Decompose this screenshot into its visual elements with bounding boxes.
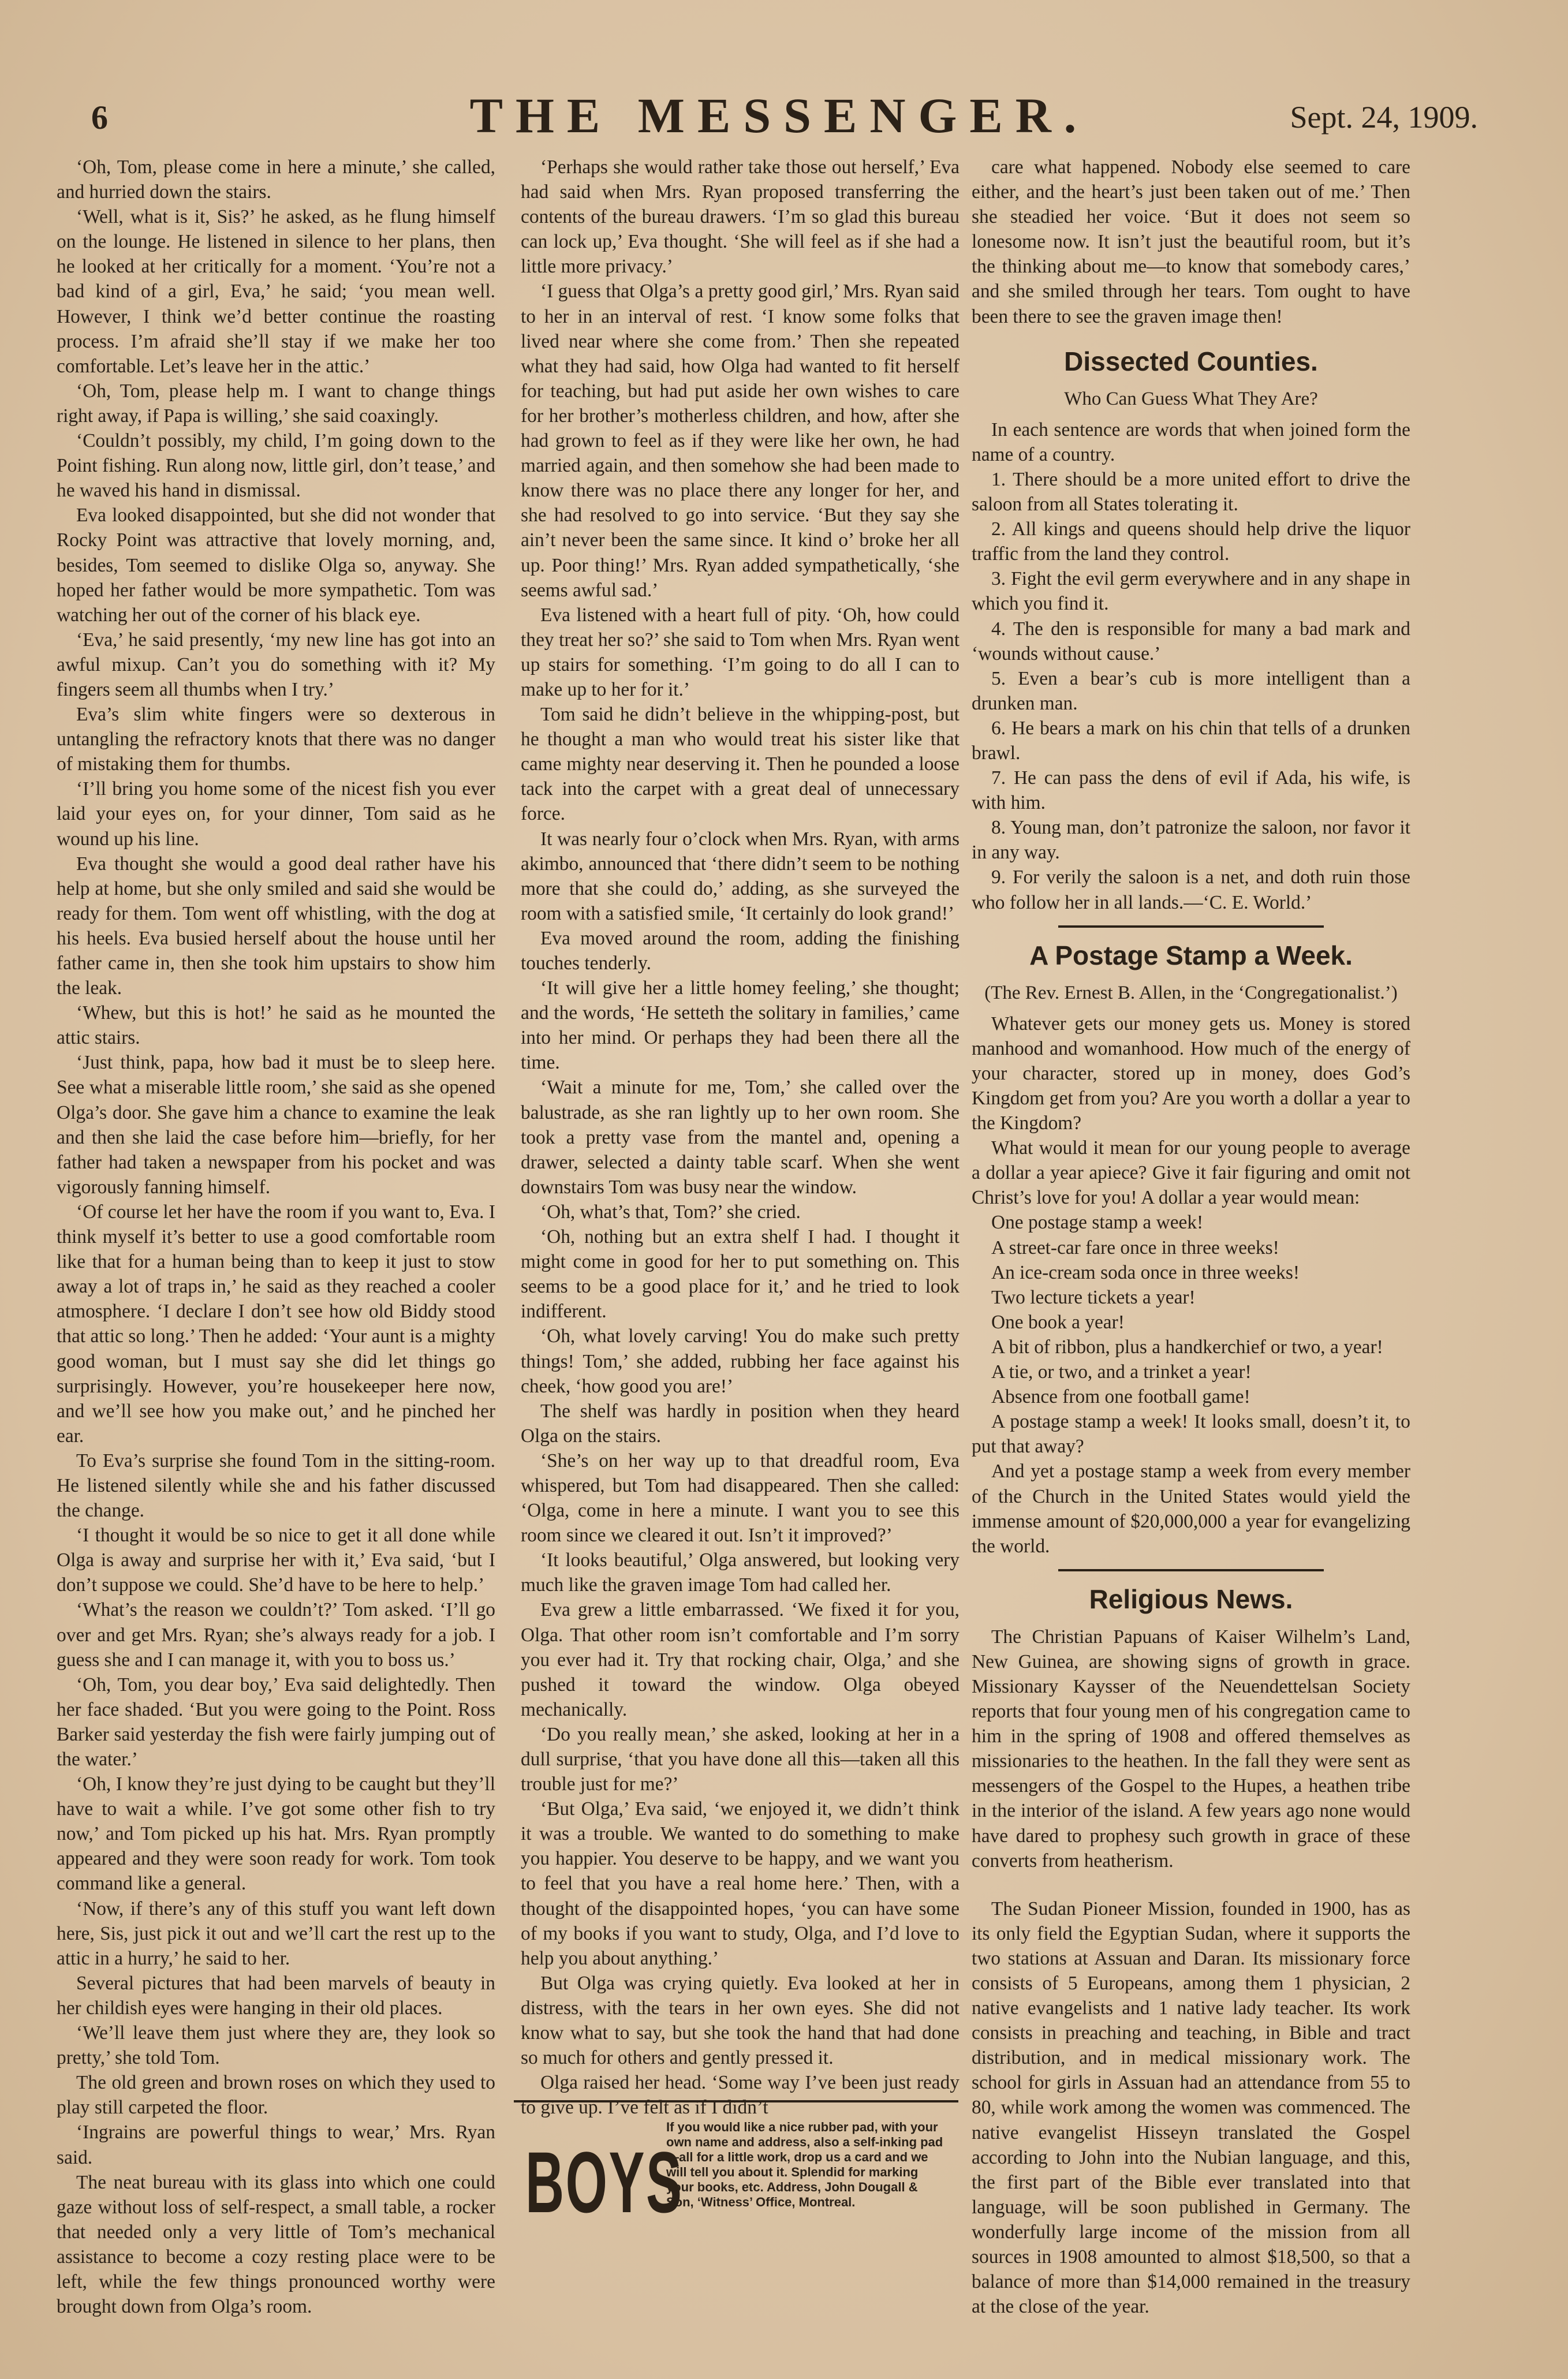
dollar-list-line: One book a year! (991, 1311, 1125, 1333)
issue-date: Sept. 24, 1909. (1290, 100, 1478, 135)
dollar-list-line: A tie, or two, and a trinket a year! (991, 1361, 1252, 1383)
puzzle-item: 8. Young man, don’t patronize the saloon, nor favor it in any way. (972, 817, 1410, 864)
story-paragraph: ‘She’s on her way up to that dreadful room, Eva whispered, but Tom had disappeared. Then she called: ‘Olga, come in here a minute. I want you to see this room since we cleared it out. Isn’t it improved?’ (521, 1450, 960, 1547)
dollar-list-line: One postage stamp a week! (991, 1212, 1204, 1234)
story-paragraph: ‘Ingrains are powerful things to wear,’ Mrs. Ryan said. (57, 2122, 495, 2168)
news-paragraph: The Christian Papuans of Kaiser Wilhelm’s Land, New Guinea, are showing signs of growth in grace. Missionary Kaysser of the Neuendettelsan Society reports that four young men of his congregation came to him in the spring of 1908 and offered themselves as missionaries to the heathen. In the fall they were sent as messengers of the Gospel to the Hupes, a heathen tribe in the interior of the island. A few years ago none would have dared to prophesy such growth in grace of these converts from heatherism. (972, 1626, 1410, 1872)
dollar-list-line: A postage stamp a week! It looks small, doesn’t it, to put that away? (972, 1411, 1410, 1458)
story-paragraph: care what happened. Nobody else seemed to care either, and the heart’s just been taken out of me.’ Then she steadied her voice. ‘But it does not seem so lonesome now. It isn’t just the beautiful room, but it’s the thinking about me—to know that somebody cares,’ and she smiled through her tears. Tom ought to have been there to see the graven image then! (972, 156, 1410, 327)
story-paragraph: ‘Oh, what lovely carving! You do make such pretty things! Tom,’ she added, rubbing her face against his cheek, ‘how good you are!’ (521, 1325, 960, 1397)
story-paragraph: It was nearly four o’clock when Mrs. Ryan, with arms akimbo, announced that ‘there didn’t seem to be nothing more that she could do,’ adding, as she surveyed the room with a satisfied smile, ‘It certainly do look grand!’ (521, 828, 960, 924)
story-paragraph: ‘But Olga,’ Eva said, ‘we enjoyed it, we didn’t think it was a trouble. We wanted to do something to make you happier. You deserve to be happy, and we want you to feel that you have a real home here.’ Then, with a thought of the disappointed hopes, ‘you can have some of my books if you want to study, Olga, and I’d love to help you about anything.’ (521, 1798, 960, 1969)
story-paragraph: Eva’s slim white fingers were so dexterous in untangling the refractory knots that there was no danger of mistaking them for thumbs. (57, 704, 495, 775)
story-paragraph: To Eva’s surprise she found Tom in the sitting-room. He listened silently while she and his father discussed the change. (57, 1450, 495, 1522)
dollar-list-line: An ice-cream soda once in three weeks! (991, 1261, 1300, 1283)
story-paragraph: ‘Wait a minute for me, Tom,’ she called over the balustrade, as she ran lightly up to her own room. She took a pretty vase from the mantel and, opening a drawer, selected a dainty table scarf. When she went downstairs Tom was busy near the window. (521, 1077, 960, 1198)
story-paragraph: ‘Oh, nothing but an extra shelf I had. I thought it might come in good for her to put something on. This seems to be a good place for it,’ and he tried to look indifferent. (521, 1226, 960, 1323)
column-3 (972, 155, 1410, 2319)
news-paragraph: The Sudan Pioneer Mission, founded in 1900, has as its only field the Egyptian Sudan, where it supports the two stations at Assuan and Daran. Its missionary force consists of 5 Europeans, among them 1 physician, 2 native evangelists and 1 native lady teacher. Its work consists in preaching and teaching, in Bible and tract distribution, and in medical missionary work. The school for girls in Assuan had an attendance from 55 to 80, while work among the women was commenced. The native evangelist Hisseyn translated the Gospel according to John into the Nubian language, and this, the first part of the Bible ever translated into that language, will be soon published in Germany. The wonderfully large income of the mission from all sources in 1908 amounted to almost $18,500, so that a balance of more than $14,000 remained in the treasury at the close of the year. (972, 1898, 1410, 2318)
story-paragraph: Several pictures that had been marvels of beauty in her childish eyes were hanging in their old places. (57, 1972, 495, 2019)
puzzle-item: 3. Fight the evil germ everywhere and in any shape in which you find it. (972, 568, 1410, 615)
story-paragraph: Eva looked disappointed, but she did not wonder that Rocky Point was attractive that lovely morning, and, besides, Tom seemed to dislike Olga so, anyway. She hoped her father would be more sympathetic. Tom was watching her out of the corner of his black eye. (57, 505, 495, 626)
section-divider (1058, 925, 1324, 928)
postage-stamp-heading: A Postage Stamp a Week. (1029, 940, 1353, 970)
story-paragraph: But Olga was crying quietly. Eva looked at her in distress, with the tears in her own eyes. She did not know what to say, but she took the hand that had done so much for others and gently pressed it. (521, 1972, 960, 2069)
story-paragraph: Olga raised her head. ‘Some way I’ve been just ready to give up. I’ve felt as if I didn’t (521, 2072, 960, 2119)
boys-advertisement (514, 2100, 958, 2276)
puzzle-item: 7. He can pass the dens of evil if Ada, his wife, is with him. (972, 767, 1410, 814)
story-paragraph: Eva grew a little embarrassed. ‘We fixed it for you, Olga. That other room isn’t comfortable and I’m sorry you ever had it. Try that rocking chair, Olga,’ and she pushed it toward the window. Olga obeyed mechanically. (521, 1599, 960, 1720)
puzzle-item: 2. All kings and queens should help drive the liquor traffic from the land they control. (972, 518, 1410, 565)
column-2-story (521, 155, 960, 2120)
story-paragraph: ‘Of course let her have the room if you want to, Eva. I think myself it’s better to use a good comfortable room like that for a human being than to keep it just to stow away a lot of traps in,’ he said as they reached a cooler atmosphere. ‘I declare I don’t see how old Biddy stood that attic so long.’ Then he added: ‘Your aunt is a mighty good woman, but I must say she did let things go surprisingly. However, you’re housekeeper here now, and we’ll see how you make out,’ and he pinched her ear. (57, 1201, 495, 1447)
story-paragraph: ‘Oh, I know they’re just dying to be caught but they’ll have to wait a while. I’ve got some other fish to try now,’ and Tom picked up his hat. Mrs. Ryan promptly appeared and they were soon ready for work. Tom took command like a general. (57, 1773, 495, 1895)
story-paragraph: ‘I’ll bring you home some of the nicest fish you ever laid your eyes on, for your dinner, Tom said as he wound up his line. (57, 778, 495, 850)
story-paragraph: Eva thought she would a good deal rather have his help at home, but she only smiled and said she would be ready for them. Tom went off whistling, with the dog at his heels. Eva busied herself about the house until her father came in, then she took him upstairs to show him the leak. (57, 853, 495, 999)
story-paragraph: Eva listened with a heart full of pity. ‘Oh, how could they treat her so?’ she said to Tom when Mrs. Ryan went up stairs for something. ‘I’m going to do all I can to make up to her for it.’ (521, 604, 960, 700)
dissected-counties-subheading: Who Can Guess What They Are? (1064, 388, 1318, 409)
puzzle-item: 5. Even a bear’s cub is more intelligent than a drunken man. (972, 667, 1410, 714)
story-paragraph: ‘Couldn’t possibly, my child, I’m going down to the Point fishing. Run along now, little girl, don’t tease,’ and he waved his hand in dismissal. (57, 430, 495, 502)
story-paragraph: The neat bureau with its glass into which one could gaze without loss of self-respect, a small table, a rocker that needed only a very little of Tom’s mechanical assistance to become a cozy resting place were to be left, while the few things pronounced worthy were brought down from Olga’s room. (57, 2171, 495, 2318)
column-1-story (57, 155, 495, 2319)
puzzle-intro: In each sentence are words that when joined form the name of a country. (972, 419, 1410, 465)
page-number: 6 (91, 99, 108, 136)
story-paragraph: The shelf was hardly in position when they heard Olga on the stairs. (521, 1400, 960, 1447)
story-paragraph: ‘Just think, papa, how bad it must be to sleep here. See what a miserable little room,’ she said as she opened Olga’s door. She gave him a chance to examine the leak and then she laid the case before him—briefly, for her father had taken a newspaper from his pocket and was vigorously fanning himself. (57, 1052, 495, 1198)
article-paragraph: And yet a postage stamp a week from every member of the Church in the United States would yield the immense amount of $20,000,000 a year for evangelizing the world. (972, 1461, 1410, 1557)
newspaper-title: THE MESSENGER. (469, 88, 1089, 143)
dollar-list-line: Absence from one football game! (991, 1386, 1250, 1408)
masthead (81, 87, 1478, 150)
ad-headline: BOYS (525, 2134, 684, 2231)
story-paragraph: Eva moved around the room, adding the finishing touches tenderly. (521, 927, 960, 974)
story-paragraph: ‘It will give her a little homey feeling,’ she thought; and the words, ‘He setteth the solitary in families,’ came into her mind. Or perhaps they had been there all the time. (521, 977, 960, 1074)
story-paragraph: ‘Whew, but this is hot!’ he said as he mounted the attic stairs. (57, 1002, 495, 1049)
article-paragraph: Whatever gets our money gets us. Money is stored manhood and womanhood. How much of the energy of your character, stored up in money, does God’s Kingdom get from you? Are you worth a dollar a year to the Kingdom? (972, 1013, 1410, 1134)
article-byline: (The Rev. Ernest B. Allen, in the ‘Congregationalist.’) (984, 982, 1398, 1003)
story-paragraph: The old green and brown roses on which they used to play still carpeted the floor. (57, 2072, 495, 2119)
story-paragraph: ‘What’s the reason we couldn’t?’ Tom asked. ‘I’ll go over and get Mrs. Ryan; she’s always ready for a job. I guess she and I can manage it, with you to boss us.’ (57, 1599, 495, 1671)
story-paragraph: ‘I guess that Olga’s a pretty good girl,’ Mrs. Ryan said to her in an interval of rest. ‘I know some folks that lived near where she come from.’ Then she repeated what they had said, how Olga had wanted to fit herself for teaching, but had put aside her own wishes to care for her brother’s motherless children, and how, after she had grown to feel as if they were like her own, he had married again, and then somehow she had been made to know there was no place there any longer for her, and she had resolved to go into service. ‘But they say she ain’t never been the same since. It kind o’ broke her all up. Poor thing!’ Mrs. Ryan added sympathetically, ‘she seems awful sad.’ (521, 281, 960, 601)
story-paragraph: ‘It looks beautiful,’ Olga answered, but looking very much like the graven image Tom had called her. (521, 1549, 960, 1596)
dollar-list-line: Two lecture tickets a year! (991, 1286, 1196, 1308)
dollar-list-line: A street-car fare once in three weeks! (991, 1237, 1279, 1258)
story-paragraph: Tom said he didn’t believe in the whipping-post, but he thought a man who would treat his sister like that came mighty near deserving it. Then he pounded a loose tack into the carpet with a great deal of unnecessary force. (521, 704, 960, 825)
puzzle-item: 6. He bears a mark on his chin that tells of a drunken brawl. (972, 717, 1410, 764)
story-paragraph: ‘We’ll leave them just where they are, they look so pretty,’ she told Tom. (57, 2022, 495, 2069)
ad-body: If you would like a nice rubber pad, with your own name and address, also a self-inking pad—all for a little work, drop us a card and we will tell you about it. Splendid for marking your books, etc. Address, John Dougall & Son, ‘Witness’ Office, Montreal. (666, 2120, 943, 2209)
dollar-list-line: A bit of ribbon, plus a handkerchief or two, a year! (991, 1336, 1383, 1358)
puzzle-item: 4. The den is responsible for many a bad mark and ‘wounds without cause.’ (972, 618, 1410, 664)
story-paragraph: ‘Do you really mean,’ she asked, looking at her in a dull surprise, ‘that you have done all this—taken all this trouble just for me?’ (521, 1723, 960, 1795)
story-paragraph: ‘Eva,’ he said presently, ‘my new line has got into an awful mixup. Can’t you do something with it? My fingers seem all thumbs when I try.’ (57, 629, 495, 700)
puzzle-item: 9. For verily the saloon is a net, and doth ruin those who follow her in all lands.—‘C. E. World.’ (972, 867, 1410, 913)
story-paragraph: ‘Oh, Tom, you dear boy,’ Eva said delightedly. Then her face shaded. ‘But you were going to the Point. Ross Barker said yesterday the fish were fairly jumping out of the water.’ (57, 1674, 495, 1770)
dollar-list (972, 1210, 1410, 1459)
religious-news-heading: Religious News. (1089, 1583, 1293, 1614)
story-paragraph: ‘Perhaps she would rather take those out herself,’ Eva had said when Mrs. Ryan proposed transferring the contents of the bureau drawers. ‘I’m so glad this bureau can lock up,’ Eva thought. ‘She will feel as if she had a little more privacy.’ (521, 156, 960, 278)
dissected-counties-heading: Dissected Counties. (1064, 346, 1318, 376)
story-paragraph: ‘Well, what is it, Sis?’ he asked, as he flung himself on the lounge. He listened in silence to her plans, then he looked at her critically for a moment. ‘You’re not a bad kind of a girl, Eva,’ he said; ‘you mean well. However, I think we’d better continue the roasting process. I’m afraid she’ll stay if we make her too comfortable. Let’s leave her in the attic.’ (57, 206, 495, 377)
puzzle-list (972, 467, 1410, 915)
story-paragraph: ‘Oh, Tom, please help m. I want to change things right away, if Papa is willing,’ she said coaxingly. (57, 380, 495, 427)
story-paragraph: ‘Now, if there’s any of this stuff you want left down here, Sis, just pick it out and we’ll cart the rest up to the attic in a hurry,’ he said to her. (57, 1898, 495, 1969)
article-paragraph: What would it mean for our young people to average a dollar a year apiece? Give it fair figuring and omit not Christ’s love for you! A dollar a year would mean: (972, 1137, 1410, 1209)
story-paragraph: ‘Oh, Tom, please come in here a minute,’ she called, and hurried down the stairs. (57, 156, 495, 203)
section-divider (1058, 1569, 1324, 1571)
story-paragraph: ‘I thought it would be so nice to get it all done while Olga is away and surprise her with it,’ Eva said, ‘but I don’t suppose we could. She’d have to be here to help.’ (57, 1525, 495, 1596)
puzzle-item: 1. There should be a more united effort to drive the saloon from all States tolerating it. (972, 468, 1410, 516)
story-paragraph: ‘Oh, what’s that, Tom?’ she cried. (540, 1201, 801, 1223)
